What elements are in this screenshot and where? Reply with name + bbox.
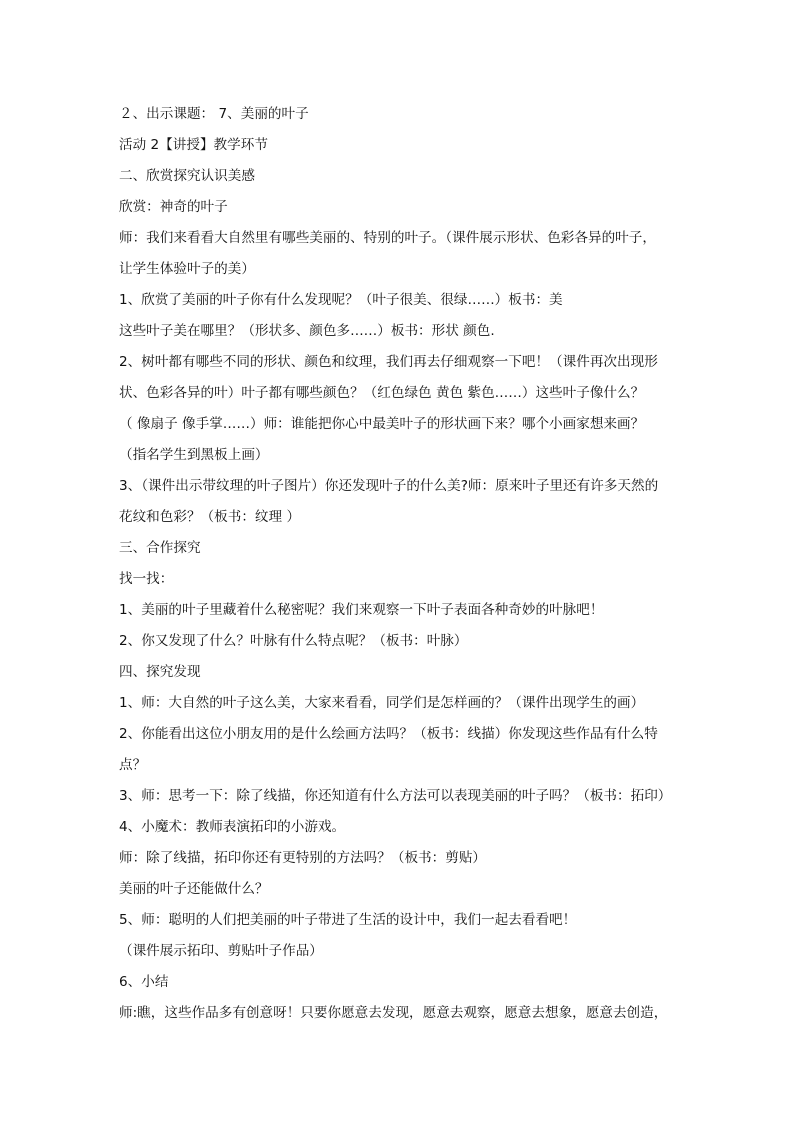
text-line-4: 欣赏：神奇的叶子 xyxy=(119,199,228,215)
text-line-9: 2、树叶都有哪些不同的形状、颜色和纹理，我们再去仔细观察一下吧！（课件再次出现形 xyxy=(119,354,658,370)
text-line-20: 1、师：大自然的叶子这么美，大家来看看，同学们是怎样画的？（课件出现学生的画） xyxy=(119,695,645,711)
text-line-11: （ 像扇子 像手掌……）师：谁能把你心中最美叶子的形状画下来？哪个小画家想来画？ xyxy=(119,416,645,432)
text-line-21: 2、你能看出这位小朋友用的是什么绘画方法吗？（板书：线描）你发现这些作品有什么特 xyxy=(119,726,658,742)
text-line-24: 4、小魔术：教师表演拓印的小游戏。 xyxy=(119,819,346,835)
text-line-28: （课件展示拓印、剪贴叶子作品） xyxy=(119,943,323,959)
text-line-10: 状、色彩各异的叶）叶子都有哪些颜色？（红色绿色 黄色 紫色……）这些叶子像什么？ xyxy=(119,385,645,401)
text-line-12: （指名学生到黑板上画） xyxy=(119,447,269,463)
document-body xyxy=(119,99,679,1029)
text-line-22: 点？ xyxy=(119,757,147,773)
text-line-15: 三、合作探究 xyxy=(119,540,201,556)
text-line-2: 活动 2【讲授】教学环节 xyxy=(119,137,268,153)
text-line-5: 师：我们来看看大自然里有哪些美丽的、特别的叶子。（课件展示形状、色彩各异的叶子， xyxy=(119,230,656,246)
text-line-25: 师：除了线描，拓印你还有更特别的方法吗？（板书：剪贴） xyxy=(119,850,487,866)
text-line-14: 花纹和色彩？（板书：纹理 ） xyxy=(119,509,301,525)
text-line-26: 美丽的叶子还能做什么？ xyxy=(119,881,269,897)
text-line-29: 6、小结 xyxy=(119,974,169,990)
text-line-13: 3、（课件出示带纹理的叶子图片）你还发现叶子的什么美?师：原来叶子里还有许多天然的 xyxy=(119,478,659,494)
text-line-19: 四、探究发现 xyxy=(119,664,201,680)
text-line-17: 1、美丽的叶子里藏着什么秘密呢？我们来观察一下叶子表面各种奇妙的叶脉吧！ xyxy=(119,602,604,618)
text-line-27: 5、师：聪明的人们把美丽的叶子带进了生活的设计中，我们一起去看看吧！ xyxy=(119,912,577,928)
text-line-16: 找一找： xyxy=(119,571,174,587)
text-line-18: 2、你又发现了什么？叶脉有什么特点呢？（板书：叶脉） xyxy=(119,633,468,649)
text-line-30: 师:瞧，这些作品多有创意呀！只要你愿意去发现，愿意去观察，愿意去想象，愿意去创造， xyxy=(119,1005,668,1021)
text-line-7: 1、欣赏了美丽的叶子你有什么发现呢？（叶子很美、很绿……）板书：美 xyxy=(119,292,563,308)
text-line-3: 二、欣赏探究认识美感 xyxy=(119,168,255,184)
text-line-1: ２、出示课题： 7、美丽的叶子 xyxy=(119,106,309,122)
text-line-23: 3、师：思考一下：除了线描，你还知道有什么方法可以表现美丽的叶子吗？（板书：拓印） xyxy=(119,788,672,804)
text-line-6: 让学生体验叶子的美） xyxy=(119,261,255,277)
text-line-8: 这些叶子美在哪里？（形状多、颜色多……）板书：形状 颜色. xyxy=(119,323,495,339)
